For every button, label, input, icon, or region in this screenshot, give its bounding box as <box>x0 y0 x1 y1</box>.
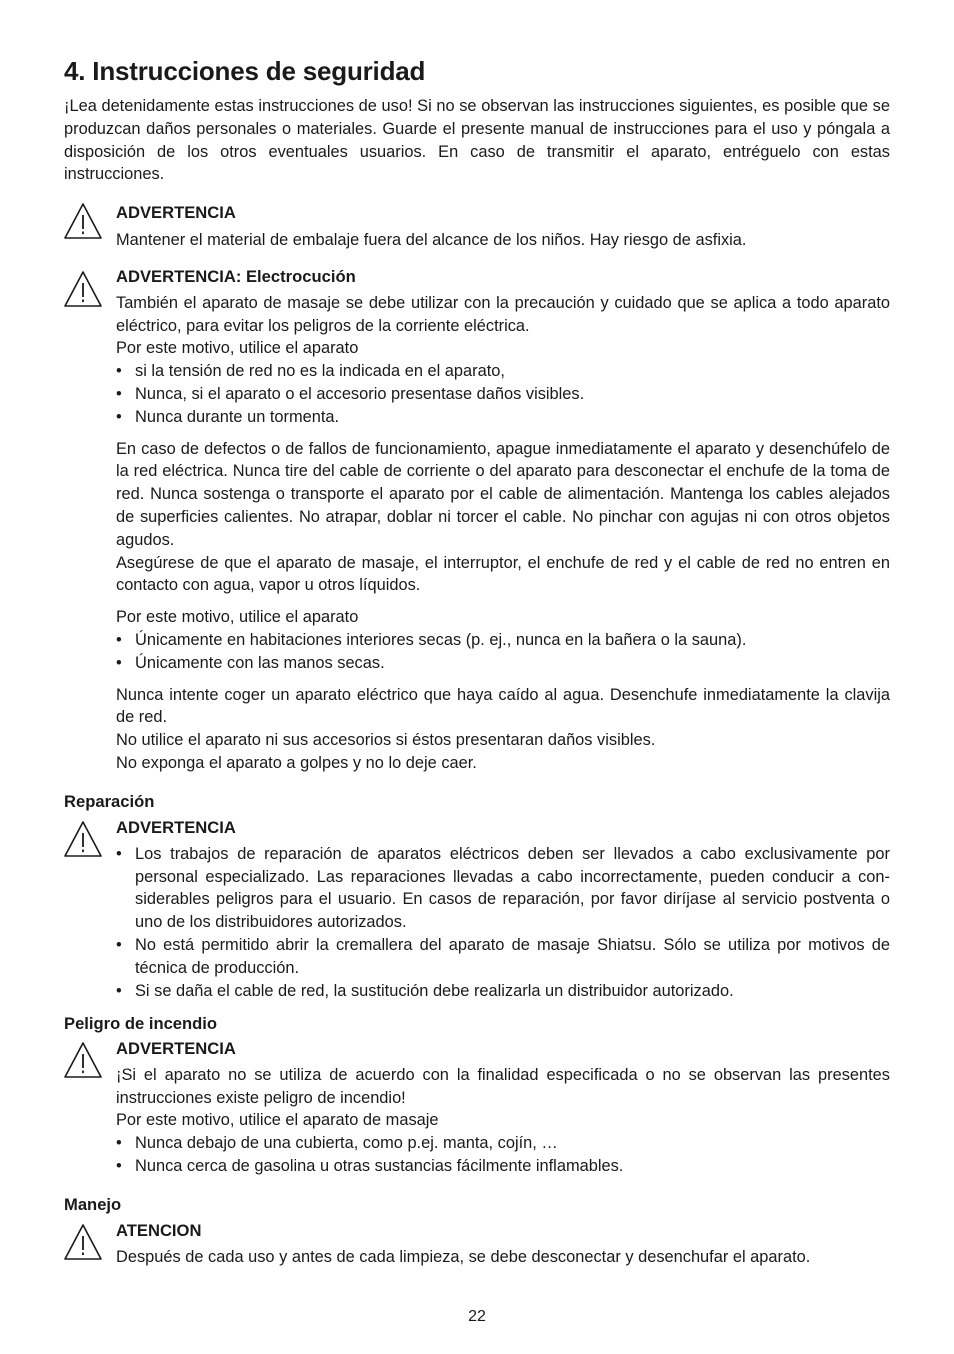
paragraph: Nunca intente coger un aparato eléctrico que haya caído al agua. Desenchufe inmediatamente la clavija de red. <box>116 685 890 727</box>
warning-text: Mantener el material de embalaje fuera del alcance de los niños. Hay riesgo de asfixia. <box>116 230 747 249</box>
warning-triangle-icon <box>63 202 103 240</box>
warning-label: ADVERTENCIA <box>116 203 236 222</box>
section-heading-fire: Peligro de incendio <box>64 1014 218 1033</box>
warning-electrocution <box>116 266 890 775</box>
intro-paragraph: ¡Lea detenidamente estas instrucciones de uso! Si no se observan las instrucciones siguientes, es posible que se produzcan daños personales o materiales. Guarde el presente manual de instrucciones para el uso y póngala a disposición de los otros eventuales usuarios. En caso de transmitir el aparato, entréguelo con estas instrucciones. <box>64 97 890 184</box>
paragraph: No exponga el aparato a golpes y no lo deje caer. <box>116 753 477 772</box>
warning-label: ADVERTENCIA <box>116 818 236 837</box>
list-item: • Los trabajos de reparación de aparatos eléctricos deben ser llevados a cabo exclusivamente por personal especializado. Las reparaciones llevadas a cabo incorrectamente, pueden conducir a con- siderables peligros para el usuario. En casos de reparación, por favor diríjase al servicio postventa o uno de los distribuidores autorizados. <box>116 843 890 934</box>
list-item: • Nunca debajo de una cubierta, como p.ej. manta, cojín, … <box>116 1132 890 1155</box>
warning-triangle-icon <box>63 1223 103 1261</box>
list-item: • Nunca cerca de gasolina u otras sustancias fácilmente inflamables. <box>116 1155 890 1178</box>
list-item: • si la tensión de red no es la indicada en el aparato, <box>116 360 890 383</box>
section-heading-repair: Reparación <box>64 792 155 811</box>
page-number: 22 <box>468 1308 486 1325</box>
list-item: • Únicamente en habitaciones interiores secas (p. ej., nunca en la bañera o la sauna). <box>116 629 890 652</box>
paragraph: No utilice el aparato ni sus accesorios si éstos presentaran daños visibles. <box>116 731 656 750</box>
warning-label: ADVERTENCIA <box>116 1039 236 1058</box>
warning-packaging <box>116 202 890 252</box>
paragraph: En caso de defectos o de fallos de funcionamiento, apague inmediatamente el aparato y desenchúfelo de la red eléctrica. Nunca tire del cable de corriente o del aparato para desconectar el enchufe de la toma de red. Nunca sostenga o transporte el aparato por el cable de alimentación. Mantenga los cables alejados de superficies calientes. No atrapar, doblar ni torcer el cable. No pinchar con agujas ni con otros objetos agudos. <box>116 439 890 549</box>
page-title: 4. Instrucciones de seguridad <box>64 56 426 86</box>
paragraph: También el aparato de masaje se debe utilizar con la precaución y cuidado que se aplica a todo aparato eléctrico, para evitar los peligros de la corriente eléctrica. <box>116 293 890 335</box>
list-item: • Nunca, si el aparato o el accesorio presentase daños visibles. <box>116 383 890 406</box>
list-item: • No está permitido abrir la cremallera del aparato de masaje Shiatsu. Sólo se utiliza por motivos de técnica de producción. <box>116 934 890 980</box>
list-item: • Si se daña el cable de red, la sustitución debe realizarla un distribuidor autorizado. <box>116 980 890 1003</box>
caution-handling <box>116 1220 890 1269</box>
warning-triangle-icon <box>63 270 103 308</box>
warning-label: ADVERTENCIA: Electrocución <box>116 267 356 286</box>
section-heading-handling: Manejo <box>64 1195 122 1214</box>
paragraph: Asegúrese de que el aparato de masaje, el interruptor, el enchufe de red y el cable de red no entren en contacto con agua, vapor u otros líquidos. <box>116 553 890 595</box>
caution-label: ATENCION <box>116 1221 202 1240</box>
caution-text: Después de cada uso y antes de cada limpieza, se debe desconectar y desenchufar el aparato. <box>116 1247 811 1266</box>
paragraph: Por este motivo, utilice el aparato de masaje <box>116 1111 439 1130</box>
bullet-list <box>116 629 890 675</box>
bullet-list <box>116 360 890 428</box>
warning-triangle-icon <box>63 1041 103 1079</box>
warning-fire <box>116 1038 890 1178</box>
bullet-list <box>116 843 890 1003</box>
warning-triangle-icon <box>63 820 103 858</box>
list-item: • Únicamente con las manos secas. <box>116 652 890 675</box>
paragraph: Por este motivo, utilice el aparato <box>116 608 359 627</box>
list-item: • Nunca durante un tormenta. <box>116 406 890 429</box>
paragraph: Por este motivo, utilice el aparato <box>116 339 359 358</box>
warning-repair <box>116 817 890 1002</box>
bullet-list <box>116 1132 890 1178</box>
paragraph: ¡Si el aparato no se utiliza de acuerdo con la finalidad especificada o no se observan las presentes instrucciones existe peligro de incendio! <box>116 1065 890 1107</box>
